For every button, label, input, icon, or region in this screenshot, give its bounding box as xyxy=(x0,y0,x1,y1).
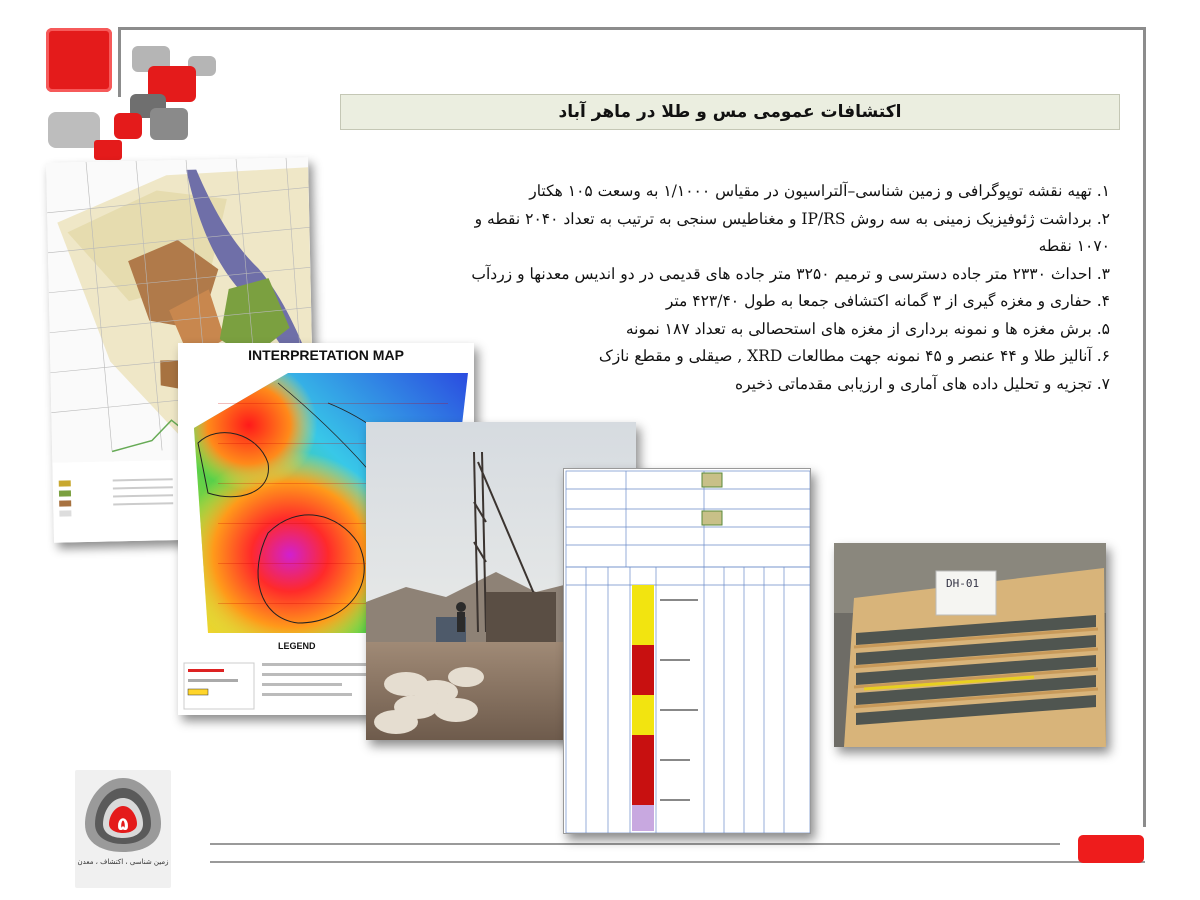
bottom-line xyxy=(210,843,1060,845)
legend-title: LEGEND xyxy=(278,641,316,651)
frame-left-line xyxy=(118,27,121,97)
list-item: ۱. تهیه نقشه توپوگرافی و زمین شناسی–آلتراسیون در مقیاس ۱/۱۰۰۰ به وسعت ۱۰۵ هکتار xyxy=(529,182,1110,200)
svg-text:۵: ۵ xyxy=(117,814,129,835)
activity-list xyxy=(470,178,1110,398)
red-accent-block xyxy=(1078,835,1144,863)
bottom-line xyxy=(210,861,1145,863)
logo-caption: زمین شناسی ، اکتشاف ، معدن xyxy=(77,858,169,866)
list-item: ۷. تجزیه و تحلیل داده های آماری و ارزیابی مقدماتی ذخیره xyxy=(735,374,1110,393)
list-item: ۶. آنالیز طلا و ۴۴ عنصر و ۴۵ نمونه جهت مطالعات XRD , صیقلی و مقطع نازک xyxy=(598,347,1110,365)
frame-top-line xyxy=(118,27,1146,30)
slide-title: اکتشافات عمومی مس و طلا در ماهر آباد xyxy=(558,102,902,122)
core-label: DH-01 xyxy=(946,577,980,590)
borehole-log-image xyxy=(563,468,811,834)
core-box-photo xyxy=(834,543,1106,747)
list-item: ۲. برداشت ژئوفیزیک زمینی به سه روش IP/RS و مغناطیس سنجی به ترتیب به تعداد ۲۰۴۰ نقطه و ۱۰۷۰ نقطه xyxy=(474,209,1110,255)
list-item: ۵. برش مغزه ها و نمونه برداری از مغزه های استحصالی به تعداد ۱۸۷ نمونه xyxy=(625,319,1110,338)
interpretation-map-title: INTERPRETATION MAP xyxy=(248,347,404,363)
company-logo xyxy=(75,770,171,888)
list-item: ۳. احداث ۲۳۳۰ متر جاده دسترسی و ترمیم ۳۲۵۰ متر جاده های قدیمی در دو اندیس معدنها و زردآب xyxy=(471,264,1110,283)
list-item: ۴. حفاری و مغزه گیری از ۳ گمانه اکتشافی جمعا به طول ۴۲۳/۴۰ متر xyxy=(665,292,1110,310)
slide-title-bar xyxy=(340,94,1120,130)
frame-right-line xyxy=(1143,27,1146,827)
